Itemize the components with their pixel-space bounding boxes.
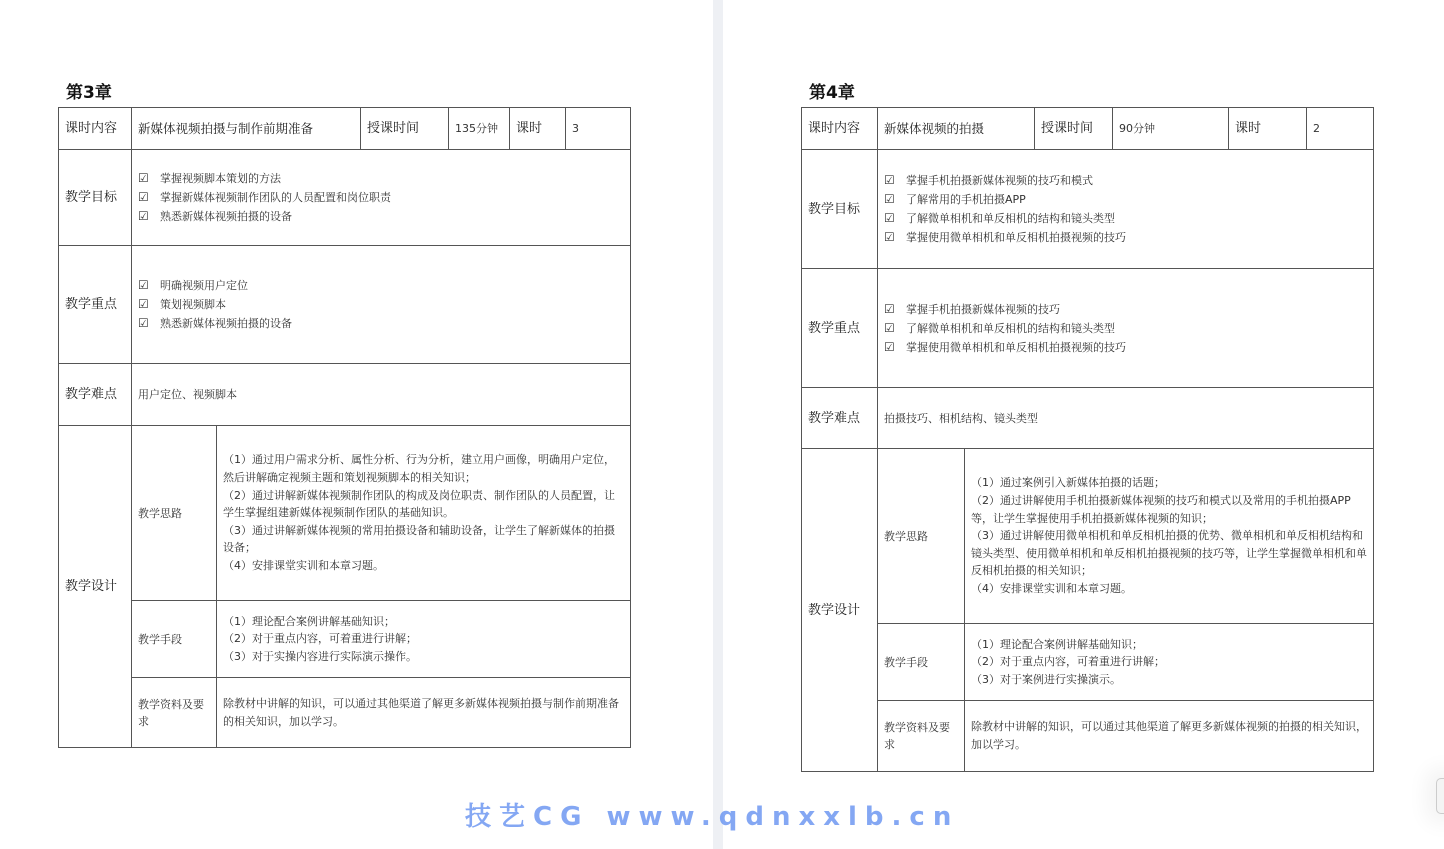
- time-label: 授课时间: [1035, 108, 1113, 150]
- goal-text: 了解常用的手机拍摄APP: [906, 193, 1026, 206]
- time-value: 90分钟: [1113, 108, 1229, 150]
- goal-text: 掌握视频脚本策划的方法: [160, 172, 281, 185]
- keys-cell: [878, 269, 1374, 388]
- goals-cell: [878, 150, 1374, 269]
- scroll-handle[interactable]: [1436, 778, 1444, 814]
- checkbox-checked-icon: ☑: [884, 230, 895, 244]
- goal-item: [884, 209, 1367, 228]
- approach-item: （2）通过讲解使用手机拍摄新媒体视频的技巧和模式以及常用的手机拍摄APP等，让学生掌握使用手机拍摄新媒体视频的知识；: [971, 494, 1351, 525]
- goal-item: [138, 188, 624, 207]
- goal-text: 掌握新媒体视频制作团队的人员配置和岗位职责: [160, 191, 391, 204]
- hours-label: 课时: [1229, 108, 1307, 150]
- checkbox-checked-icon: ☑: [138, 297, 149, 311]
- approach-item: （4）安排课堂实训和本章习题。: [223, 558, 384, 572]
- checkbox-checked-icon: ☑: [138, 171, 149, 185]
- approach-item: （1）通过案例引入新媒体拍摄的话题；: [971, 476, 1165, 490]
- difficulty-value: 拍摄技巧、相机结构、镜头类型: [878, 388, 1374, 449]
- key-item: [138, 314, 624, 333]
- time-label: 授课时间: [361, 108, 449, 150]
- means-cell: [217, 601, 631, 678]
- checkbox-checked-icon: ☑: [884, 320, 895, 335]
- approach-cell: [217, 426, 631, 601]
- chapter-title: 第3章: [66, 83, 112, 103]
- goals-label: 教学目标: [59, 150, 132, 246]
- content-label: 课时内容: [59, 108, 132, 150]
- keys-label: 教学重点: [802, 269, 878, 388]
- keys-cell: [132, 246, 631, 364]
- checkbox-checked-icon: ☑: [884, 192, 895, 206]
- content-value: 新媒体视频拍摄与制作前期准备: [132, 108, 361, 150]
- approach-item: （3）通过讲解新媒体视频的常用拍摄设备和辅助设备，让学生了解新媒体的拍摄设备；: [223, 523, 615, 555]
- checkbox-checked-icon: ☑: [884, 211, 895, 225]
- means-item: （1）理论配合案例讲解基础知识；: [971, 637, 1143, 651]
- content-label: 课时内容: [802, 108, 878, 150]
- goal-item: [884, 171, 1367, 190]
- approach-cell: [965, 449, 1374, 624]
- goal-text: 了解微单相机和单反相机的结构和镜头类型: [906, 212, 1115, 225]
- means-label: 教学手段: [132, 601, 217, 678]
- chapter-title: 第4章: [809, 83, 855, 103]
- goal-text: 掌握手机拍摄新媒体视频的技巧和模式: [906, 174, 1093, 187]
- goal-text: 熟悉新媒体视频拍摄的设备: [160, 210, 292, 223]
- key-item: [884, 300, 1367, 319]
- checkbox-checked-icon: ☑: [138, 316, 149, 330]
- hours-label: 课时: [510, 108, 566, 150]
- design-label: 教学设计: [59, 426, 132, 748]
- key-text: 熟悉新媒体视频拍摄的设备: [160, 317, 292, 330]
- approach-label: 教学思路: [878, 449, 965, 624]
- means-label: 教学手段: [878, 624, 965, 701]
- materials-value: 除教材中讲解的知识，可以通过其他渠道了解更多新媒体视频拍摄与制作前期准备的相关知识，加以学习。: [217, 678, 631, 748]
- goal-item: [884, 190, 1367, 209]
- difficulty-value: 用户定位、视频脚本: [132, 364, 631, 426]
- difficulty-label: 教学难点: [802, 388, 878, 449]
- means-item: （2）对于重点内容，可着重进行讲解；: [223, 632, 417, 646]
- key-text: 了解微单相机和单反相机的结构和镜头类型: [906, 321, 1115, 335]
- goals-label: 教学目标: [802, 150, 878, 269]
- lesson-plan-table: [801, 107, 1374, 772]
- checkbox-checked-icon: ☑: [884, 339, 895, 354]
- hours-value: 2: [1307, 108, 1374, 150]
- materials-label: 教学资料及要求: [132, 678, 217, 748]
- key-text: 策划视频脚本: [160, 298, 226, 311]
- approach-item: （3）通过讲解使用微单相机和单反相机拍摄的优势、微单相机和单反相机结构和镜头类型、使用微单相机和单反相机拍摄视频的技巧等，让学生掌握微单相机和单反相机拍摄的相关知识；: [971, 529, 1367, 578]
- key-item: [138, 295, 624, 314]
- means-item: （3）对于案例进行实操演示。: [971, 672, 1121, 686]
- means-item: （1）理论配合案例讲解基础知识；: [223, 614, 395, 628]
- key-text: 掌握手机拍摄新媒体视频的技巧: [906, 302, 1060, 316]
- design-label: 教学设计: [802, 449, 878, 772]
- key-item: [884, 319, 1367, 338]
- page-gutter: [713, 0, 723, 849]
- goal-item: [138, 169, 624, 188]
- means-item: （2）对于重点内容，可着重进行讲解；: [971, 655, 1165, 669]
- goals-cell: [132, 150, 631, 246]
- difficulty-label: 教学难点: [59, 364, 132, 426]
- key-item: [138, 276, 624, 295]
- content-value: 新媒体视频的拍摄: [878, 108, 1035, 150]
- checkbox-checked-icon: ☑: [138, 190, 149, 204]
- goal-text: 掌握使用微单相机和单反相机拍摄视频的技巧: [906, 231, 1126, 244]
- materials-value: 除教材中讲解的知识，可以通过其他渠道了解更多新媒体视频的拍摄的相关知识，加以学习。: [965, 701, 1374, 772]
- key-item: [884, 338, 1367, 357]
- watermark: 技艺CG www.qdnxxlb.cn: [465, 802, 960, 832]
- key-text: 明确视频用户定位: [160, 279, 248, 292]
- checkbox-checked-icon: ☑: [884, 301, 895, 316]
- means-item: （3）对于实操内容进行实际演示操作。: [223, 649, 417, 663]
- time-value: 135分钟: [449, 108, 510, 150]
- approach-item: （2）通过讲解新媒体视频制作团队的构成及岗位职责、制作团队的人员配置，让学生掌握组建新媒体视频制作团队的基础知识。: [223, 488, 615, 520]
- keys-label: 教学重点: [59, 246, 132, 364]
- materials-label: 教学资料及要求: [878, 701, 965, 772]
- lesson-plan-table: [58, 107, 631, 748]
- means-cell: [965, 624, 1374, 701]
- hours-value: 3: [566, 108, 631, 150]
- checkbox-checked-icon: ☑: [138, 278, 149, 292]
- approach-item: （4）安排课堂实训和本章习题。: [971, 581, 1132, 595]
- approach-item: （1）通过用户需求分析、属性分析、行为分析，建立用户画像，明确用户定位，然后讲解确定视频主题和策划视频脚本的相关知识；: [223, 453, 615, 485]
- key-text: 掌握使用微单相机和单反相机拍摄视频的技巧: [906, 340, 1126, 354]
- approach-label: 教学思路: [132, 426, 217, 601]
- checkbox-checked-icon: ☑: [138, 209, 149, 223]
- goal-item: [884, 228, 1367, 247]
- checkbox-checked-icon: ☑: [884, 173, 895, 187]
- goal-item: [138, 207, 624, 226]
